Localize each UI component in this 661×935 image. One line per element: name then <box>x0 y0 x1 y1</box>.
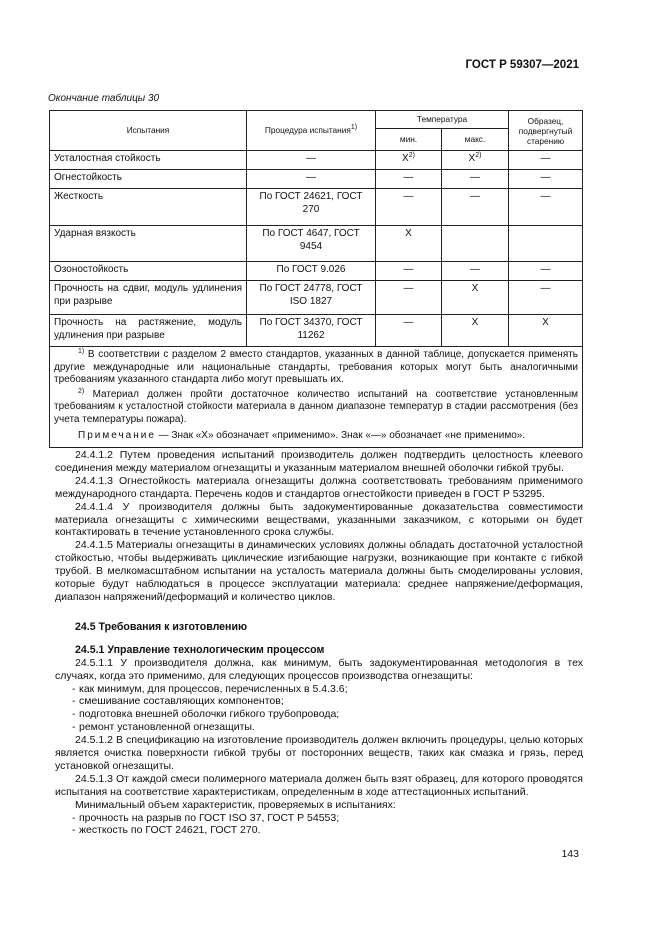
table-row <box>50 262 583 281</box>
row-procedure: По ГОСТ 34370, ГОСТ 11262 <box>247 315 376 347</box>
footnote-2: $^{2)}$ Материал должен пройти достаточное количество испытаний на соответствие установленным требованиям к усталостной стойкости материала в данном диапазоне температур в стадии рассмотрения (без учета температуры пожара). <box>54 387 579 425</box>
header-procedure: Процедура испытания$^{1)}$ <box>247 111 376 151</box>
row-procedure: По ГОСТ 9.026 <box>247 262 376 281</box>
row-name: Прочность на растяжение, модуль удлинения при разрыве <box>50 315 247 347</box>
paragraph-24-5-1-3: 24.5.1.3 От каждой смеси полимерного материала должен быть взят образец, для которого проводятся испытания на соответствие характеристикам, определенным в ходе аттестационных испытаний. <box>55 772 583 798</box>
row-max: $X^{2)}$ <box>442 151 509 170</box>
row-name: Прочность на сдвиг, модуль удлинения при разрыве <box>50 281 247 315</box>
row-min: X <box>376 226 442 262</box>
row-name: Ударная вязкость <box>50 226 247 262</box>
table-row <box>50 189 583 226</box>
table-caption: Окончание таблицы 30 <box>48 93 160 104</box>
list-item: - как минимум, для процессов, перечисленных в 5.4.3.6; <box>55 683 583 696</box>
header-max: макс. <box>442 129 509 151</box>
row-aged: — <box>509 189 583 226</box>
table-row <box>50 226 583 262</box>
row-aged: — <box>509 170 583 189</box>
list-item: - жесткость по ГОСТ 24621, ГОСТ 270. <box>55 824 583 837</box>
table-row <box>50 151 583 170</box>
document-code: ГОСТ Р 59307—2021 <box>465 59 579 71</box>
header-tests: Испытания <box>50 111 247 151</box>
paragraph-24-5-1-2: 24.5.1.2 В спецификацию на изготовление производитель должен включить процедуры, целью которых является очистка поверхности гибкой трубы от посторонних веществ, таких как смазка и грязь, перед установкой огнезащиты. <box>55 734 583 772</box>
table-notes <box>50 347 583 448</box>
row-min: — <box>376 189 442 226</box>
row-aged: — <box>509 262 583 281</box>
row-name: Огнестойкость <box>50 170 247 189</box>
paragraph-24-4-1-3: 24.4.1.3 Огнестойкость материала огнезащиты должна соответствовать требованиям применимого международного стандарта. Перечень кодов и стандартов огнестойкости приведен в ГОСТ Р 53295. <box>55 474 583 500</box>
header-min: мин. <box>376 129 442 151</box>
row-procedure: — <box>247 170 376 189</box>
row-procedure: По ГОСТ 4647, ГОСТ 9454 <box>247 226 376 262</box>
row-aged: — <box>509 281 583 315</box>
row-name: Усталостная стойкость <box>50 151 247 170</box>
body-text <box>55 449 583 837</box>
table-row <box>50 281 583 315</box>
header-aged: Образец, подвергнутый старению <box>509 111 583 151</box>
table-note: Примечание — Знак «X» обозначает «применимо». Знак «—» обозначает «не применимо». <box>78 430 526 441</box>
paragraph-24-4-1-5: 24.4.1.5 Материалы огнезащиты в динамических условиях должны обладать достаточной усталостной стойкостью, чтобы выдерживать циклические изгибающие нагрузки, возникающие при контакте с гибкой трубой. В мелкомасштабном испытании на усталость материала должны быть смоделированы условия, которые будут наблюдаться в процессе эксплуатации материала: среднее напряжение/деформация, диапазон напряжений/деформаций и количество циклов. <box>55 539 583 603</box>
row-name: Жесткость <box>50 189 247 226</box>
row-max: — <box>442 189 509 226</box>
page-number: 143 <box>561 848 579 860</box>
list-item: - ремонт установленной огнезащиты. <box>55 721 583 734</box>
row-min: $X^{2)}$ <box>376 151 442 170</box>
paragraph-24-4-1-4: 24.4.1.4 У производителя должны быть задокументированные доказательства совместимости материала огнезащиты с химическими веществами, указанными заказчиком, с которыми он будет контактировать в течение установленного срока службы. <box>55 500 583 539</box>
paragraph-24-4-1-2: 24.4.1.2 Путем проведения испытаний производитель должен подтвердить целостность клеевого соединения между материалом огнезащиты и указанным материалом внешней оболочки гибкой трубы. <box>55 449 583 474</box>
header-temperature: Температура <box>376 111 509 129</box>
row-max: — <box>442 262 509 281</box>
row-aged: — <box>509 151 583 170</box>
row-aged <box>509 226 583 262</box>
paragraph-24-5-1-1: 24.5.1.1 У производителя должна, как минимум, быть задокументированная методология в тех случаях, когда это применимо, для следующих процессов производства огнезащиты: <box>55 656 583 682</box>
row-aged: X <box>509 315 583 347</box>
heading-24-5-1: 24.5.1 Управление технологическим процессом <box>75 643 325 656</box>
row-max: — <box>442 170 509 189</box>
row-max: X <box>442 315 509 347</box>
paragraph-minimum: Минимальный объем характеристик, проверяемых в испытаниях: <box>75 798 396 811</box>
row-min: — <box>376 281 442 315</box>
list-item: - смешивание составляющих компонентов; <box>55 695 583 708</box>
row-name: Озоностойкость <box>50 262 247 281</box>
row-min: — <box>376 262 442 281</box>
table-row <box>50 315 583 347</box>
footnote-1: $^{1)}$ В соответствии с разделом 2 вместо стандартов, указанных в данной таблице, допускается применять другие международные или национальные стандарты, требования которых могут быть аналогичными требованиям указанного стандарта либо могут превышать их. <box>54 348 579 385</box>
row-procedure: По ГОСТ 24778, ГОСТ ISO 1827 <box>247 281 376 315</box>
row-max: X <box>442 281 509 315</box>
row-min: — <box>376 315 442 347</box>
row-max <box>442 226 509 262</box>
row-procedure: — <box>247 151 376 170</box>
list-item: - подготовка внешней оболочки гибкого трубопровода; <box>55 708 583 721</box>
table-row <box>50 170 583 189</box>
heading-24-5: 24.5 Требования к изготовлению <box>75 620 248 633</box>
row-procedure: По ГОСТ 24621, ГОСТ 270 <box>247 189 376 226</box>
list-item: - прочность на разрыв по ГОСТ ISO 37, ГОСТ Р 54553; <box>55 812 583 825</box>
test-table <box>49 110 583 448</box>
row-min: — <box>376 170 442 189</box>
